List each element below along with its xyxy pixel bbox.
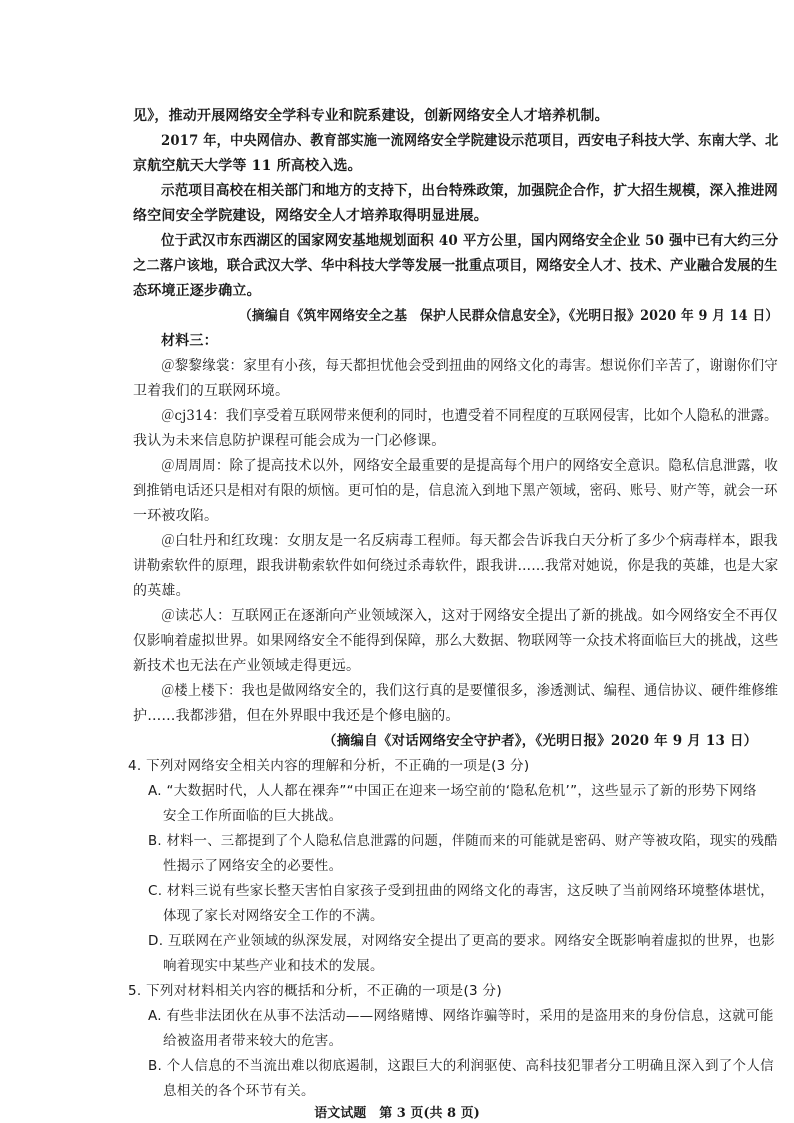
option-b-cont: 息相关的各个环节有关。 xyxy=(163,1083,315,1099)
option-c: C. 材料三说有些家长整天害怕自家孩子受到扭曲的网络文化的毒害，这反映了当前网络环境整体堪忧， xyxy=(148,883,775,899)
option-d: D. 互联网在产业领域的纵深发展，对网络安全提出了更高的要求。网络安全既影响着虚拟的世界，也影 xyxy=(148,933,776,949)
comment-line: 的英雄。 xyxy=(133,583,190,599)
option-d-cont: 响着现实中某些产业和技术的发展。 xyxy=(163,958,384,974)
text-line: 京航空航天大学等 11 所高校入选。 xyxy=(133,158,362,174)
comment-line: 一环被攻陷。 xyxy=(133,508,219,524)
option-a-cont: 安全工作所面临的巨大挑战。 xyxy=(163,808,343,824)
comment-line: 卫着我们的互联网环境。 xyxy=(133,383,290,399)
text-line: 络空间安全学院建设，网络安全人才培养取得明显进展。 xyxy=(133,208,488,224)
text-line: 示范项目高校在相关部门和地方的支持下，出台特殊政策，加强院企合作，扩大招生规模，深入推进网 xyxy=(161,183,779,199)
source-citation: （摘编自《筑牢网络安全之基 保护人民群众信息安全》，《光明日报》2020 年 9 月 14 日） xyxy=(239,308,779,324)
option-b-cont: 性揭示了网络安全的必要性。 xyxy=(163,858,343,874)
question-stem: 5. 下列对材料相关内容的概括和分析，不正确的一项是(3 分) xyxy=(128,983,502,999)
option-b: B. 个人信息的不当流出难以彻底遏制，这跟巨大的利润驱使、高科技犯罪者分工明确且深入到了个人信 xyxy=(148,1058,774,1074)
comment-line: ＠周周周：除了提高技术以外，网络安全最重要的是提高每个用户的网络安全意识。隐私信息泄露，收 xyxy=(161,458,779,474)
option-c-cont: 体现了家长对网络安全工作的不满。 xyxy=(163,908,384,924)
comment-line: 到推销电话还只是相对有限的烦恼。更可怕的是，信息流入到地下黑产领域，密码、账号、财产等，就会一环 xyxy=(133,483,778,499)
option-b: B. 材料一、三都提到了个人隐私信息泄露的问题，伴随而来的可能就是密码、财产等被攻陷，现实的残酷 xyxy=(148,833,778,849)
text-line: 态环境正逐步确立。 xyxy=(133,283,261,299)
comment-line: 新技术也无法在产业领域走得更远。 xyxy=(133,658,361,674)
comment-line: 我认为未来信息防护课程可能会成为一门必修课。 xyxy=(133,433,446,449)
option-a: A. “大数据时代，人人都在裸奔”“中国正在迎来一场空前的‘隐私危机’”，这些显示了新的形势下网络 xyxy=(148,783,757,799)
source-citation: （摘编自《对话网络安全守护者》，《光明日报》2020 年 9 月 13 日） xyxy=(323,733,758,749)
text-line: 见》，推动开展网络安全学科专业和院系建设，创新网络安全人才培养机制。 xyxy=(133,108,609,124)
comment-line: ＠cj314：我们享受着互联网带来便利的同时，也遭受着不同程度的互联网侵害，比如个人隐私的泄露。 xyxy=(161,408,778,424)
comment-line: ＠读芯人：互联网正在逐渐向产业领域深入，这对于网络安全提出了新的挑战。如今网络安全不再仅 xyxy=(161,608,778,624)
comment-line: ＠白牡丹和红玫瑰：女朋友是一名反病毒工程师。每天都会告诉我白天分析了多少个病毒样本，跟我 xyxy=(161,533,778,549)
section-heading: 材料三： xyxy=(161,333,218,349)
option-a-cont: 给被盗用者带来较大的危害。 xyxy=(163,1033,343,1049)
comment-line: 护……我都涉猎，但在外界眼中我还是个修电脑的。 xyxy=(133,708,460,724)
comment-line: ＠黎黎缘裳：家里有小孩，每天都担忧他会受到扭曲的网络文化的毒害。想说你们辛苦了，谢谢你们守 xyxy=(161,358,779,374)
text-line: 位于武汉市东西湖区的国家网安基地规划面积 40 平方公里，国内网络安全企业 50 强中已有大约三分 xyxy=(161,233,779,249)
comment-line: 讲勒索软件的原理，跟我讲勒索软件如何绕过杀毒软件，跟我讲……我常对她说，你是我的英雄，也是大家 xyxy=(133,558,779,574)
page-footer: 语文试题 第 3 页(共 8 页) xyxy=(314,1106,480,1121)
option-a: A. 有些非法团伙在从事不法活动——网络赌博、网络诈骗等时，采用的是盗用来的身份信息，这就可能 xyxy=(148,1008,774,1024)
comment-line: ＠楼上楼下：我也是做网络安全的，我们这行真的是要懂很多，渗透测试、编程、通信协议、硬件维修维 xyxy=(161,683,779,699)
text-line: 2017 年，中央网信办、教育部实施一流网络安全学院建设示范项目，西安电子科技大学、东南大学、北 xyxy=(161,133,779,149)
comment-line: 仅影响着虚拟世界。如果网络安全不能得到保障，那么大数据、物联网等一众技术将面临巨大的挑战，这些 xyxy=(133,633,779,649)
question-stem: 4. 下列对网络安全相关内容的理解和分析，不正确的一项是(3 分) xyxy=(128,758,530,774)
text-line: 之二落户该地，联合武汉大学、华中科技大学等发展一批重点项目，网络安全人才、技术、产业融合发展的生 xyxy=(133,258,778,274)
